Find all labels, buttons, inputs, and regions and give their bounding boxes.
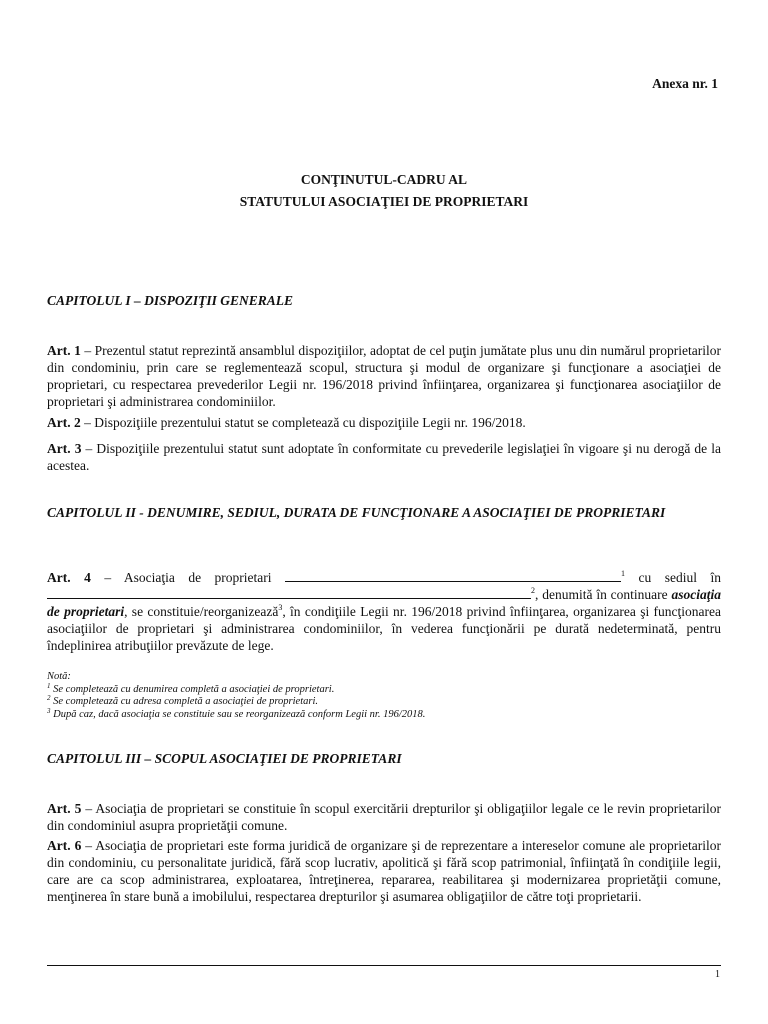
article-4-text-4: , se constituie/reorganizează [124,604,279,619]
notes-title: Notă: [47,671,71,682]
footnote-1 [47,681,721,697]
footnote-3-number: 3 [47,706,51,715]
article-1-text: – Prezentul statut reprezintă ansamblul dispoziţiilor, adoptat de cel puţin jumătate plus unu din numărul proprietarilor din condominiu, prin care se reglementează scopul, structura şi modul de organizare şi funcţionare a asociaţiei de proprietari, cu respectarea prevederilor Legii nr. 196/2018 privind înfiinţarea, organizarea şi funcţionarea asociaţiilor de proprietari şi administrarea condominiilor. [47,343,721,409]
article-4-text-1: – Asociaţia de proprietari [90,570,286,585]
article-4-label: Art. 4 [47,570,91,585]
document-title-line1: CONŢINUTUL-CADRU AL [300,172,468,187]
article-4-text-2: cu sediul în [625,570,721,585]
article-2-text: – Dispoziţiile prezentului statut se completează cu dispoziţiile Legii nr. 196/2018. [80,415,526,430]
article-2 [47,414,721,431]
footnote-3 [47,706,721,722]
footnote-ref-3: 3 [278,603,283,612]
footnote-ref-2: 2 [531,586,535,595]
article-4-text-3: , denumită în continuare [535,587,672,602]
footnote-3-text: După caz, dacă asociaţia se constituie sau se reorganizează conform Legii nr. 196/2018. [50,708,426,720]
article-4 [47,569,721,654]
footnote-2 [47,696,721,709]
footnotes [47,671,721,721]
footnote-1-number: 1 [47,681,51,690]
page-number: 1 [715,969,720,980]
article-3-text: – Dispoziţiile prezentului statut sunt adoptate în conformitate cu prevederile legislaţiei în vigoare şi nu derogă de la acestea. [47,441,721,473]
association-address-blank[interactable] [47,586,531,599]
article-6 [47,837,721,905]
article-3 [47,440,721,474]
footnote-ref-1: 1 [621,569,626,578]
article-5 [47,800,721,834]
chapter3-heading: CAPITOLUL III – SCOPUL ASOCIAŢIEI DE PROPRIETARI [47,751,402,766]
chapter2-heading: CAPITOLUL II - DENUMIRE, SEDIUL, DURATA DE FUNCŢIONARE A ASOCIAŢIEI DE PROPRIETARI [47,505,666,520]
article-6-text: – Asociaţia de proprietari este forma juridică de organizare şi de reprezentare a intereselor comune ale proprietarilor din condominiu, cu personalitate juridică, fără scop lucrativ, apolitică şi fără scop patrimonial, înfiinţată în condiţiile legii, care are ca scop administrarea, exploatarea, întreţinerea, repararea, reabilitarea şi modernizarea proprietăţii comune, menţinerea în stare bună a imobilului, respectarea drepturilor şi asumarea obligaţiilor de către toţi proprietarii. [47,838,721,904]
article-4-text-5: , în condiţiile Legii nr. 196/2018 privind înfiinţarea, organizarea şi funcţionarea asociaţiilor de proprietari şi administrarea condominiilor, în vederea funcţionării pe durată nedeterminată, pentru îndeplinirea atribuţiilor prevăzute de lege. [47,604,722,653]
association-name-blank[interactable] [285,569,621,582]
article-1-label: Art. 1 [47,343,81,358]
footnote-1-text: Se completează cu denumirea completă a asociaţiei de proprietari. [50,683,335,695]
article-5-text: – Asociaţia de proprietari se constituie în scopul exercitării drepturilor şi obligaţiilor legale ce le revin proprietarilor din condominiul asupra proprietăţii comune. [47,801,721,833]
article-1 [47,342,721,410]
article-5-label: Art. 5 [47,801,82,816]
footer-divider [47,965,721,966]
document-title-line2: STATUTULUI ASOCIAŢIEI DE PROPRIETARI [239,194,529,209]
article-6-label: Art. 6 [47,838,82,853]
article-4-emphasis: asociaţia de proprietari [47,587,721,619]
article-3-label: Art. 3 [47,441,82,456]
chapter1-heading: CAPITOLUL I – DISPOZIŢII GENERALE [47,293,294,308]
footnote-2-text: Se completează cu adresa completă a asociaţiei de proprietari. [50,696,319,707]
footnote-2-number: 2 [47,694,51,702]
article-2-label: Art. 2 [47,415,81,430]
annex-label: Anexa nr. 1 [652,76,718,91]
